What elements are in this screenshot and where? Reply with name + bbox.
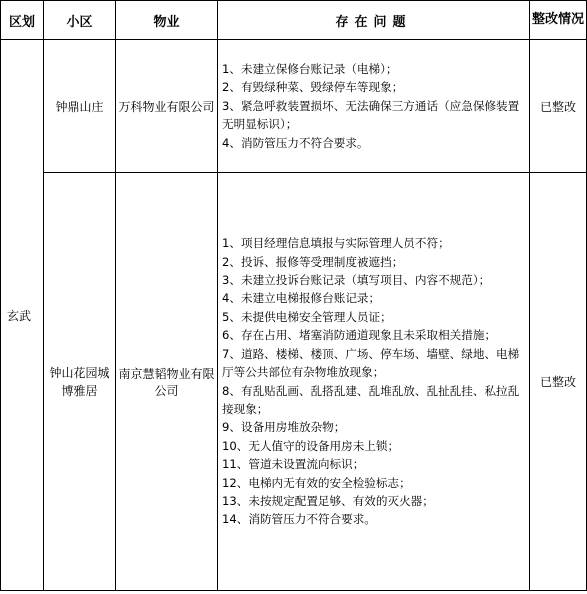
property-cell: 万科物业有限公司	[116, 40, 218, 173]
status-cell: 已整改	[530, 40, 587, 173]
header-property: 物业	[116, 1, 218, 40]
community-cell: 钟鼎山庄	[44, 40, 116, 173]
table-row	[1, 40, 587, 173]
issue-item: 10、无人值守的设备用房未上锁；	[222, 438, 400, 453]
issues-cell	[218, 40, 530, 173]
district-cell: 玄武	[1, 40, 44, 591]
issue-item: 2、有毁绿种菜、毁绿停车等现象；	[222, 80, 404, 95]
issues-cell	[218, 173, 530, 591]
table-row	[1, 173, 587, 591]
header-district: 区划	[1, 1, 44, 40]
issue-item: 14、消防管压力不符合要求。	[222, 512, 376, 527]
issue-item: 3、未建立投诉台账记录（填写项目、内容不规范）；	[222, 273, 491, 288]
issue-item: 12、电梯内无有效的安全检验标志；	[222, 475, 411, 490]
status-cell: 已整改	[530, 173, 587, 591]
issue-item: 13、未按规定配置足够、有效的灭火器；	[222, 493, 434, 508]
property-cell: 南京慧韬物业有限公司	[116, 173, 218, 591]
issue-item: 1、未建立保修台账记录（电梯）；	[222, 61, 398, 76]
header-community: 小区	[44, 1, 116, 40]
issue-item: 3、紧急呼救装置损坏、无法确保三方通话（应急保修装置无明显标识）；	[222, 98, 520, 132]
community-cell: 钟山花园城博雅居	[44, 173, 116, 591]
issue-item: 8、有乱贴乱画、乱搭乱建、乱堆乱放、乱扯乱挂、私拉乱接现象；	[222, 383, 520, 416]
issue-item: 4、消防管压力不符合要求。	[222, 135, 369, 150]
issue-item: 2、投诉、报修等受理制度被遮挡；	[222, 254, 404, 269]
issue-item: 11、管道未设置流向标识；	[222, 457, 365, 472]
issue-item: 6、存在占用、堵塞消防通道现象且未采取相关措施；	[222, 328, 497, 343]
issue-item: 4、未建立电梯报修台账记录；	[222, 291, 381, 306]
issue-item: 5、未提供电梯安全管理人员证；	[222, 309, 392, 324]
issue-item: 1、项目经理信息填报与实际管理人员不符；	[222, 236, 450, 251]
header-row	[1, 1, 587, 40]
header-status: 整改情况	[530, 1, 587, 40]
issue-item: 7、道路、楼梯、楼顶、广场、停车场、墙壁、绿地、电梯厅等公共部位有杂物堆放现象；	[222, 346, 520, 380]
issue-item: 9、设备用房堆放杂物；	[222, 420, 346, 435]
header-issues: 存在问题	[218, 1, 530, 40]
